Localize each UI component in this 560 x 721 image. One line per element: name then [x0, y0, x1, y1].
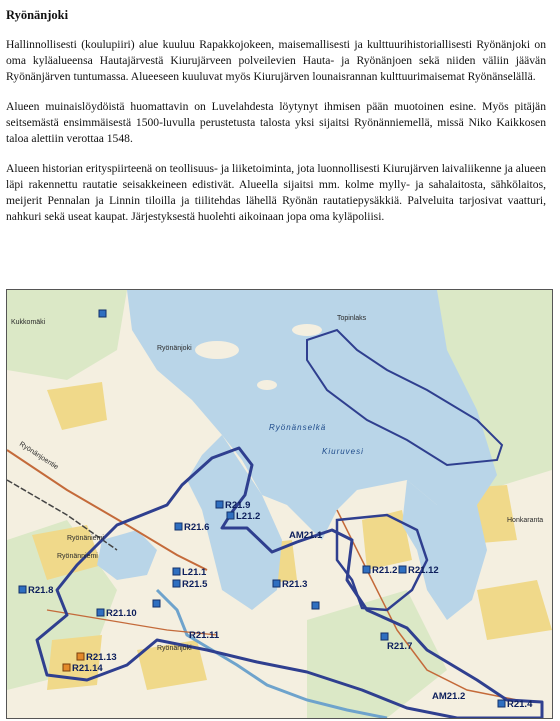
water-label-ryonanselka: Ryönänselkä: [269, 423, 327, 432]
document: [6, 8, 546, 239]
site-label: R21.2: [372, 565, 398, 576]
place-label: Ryönänjoki: [157, 645, 192, 652]
paragraph-2: Alueen muinaislöydöistä huomattavin on Luvelahdesta löytynyt ihmisen pään muotoinen esine. Myös pitäjän seitsemästä ensimmäisestä 1500-luvulla perustetusta talosta yksi sijaitsi Ryönänniemellä, missä Niko Kaikkosen taloa alettiin verottaa 1548.: [6, 100, 546, 145]
site-label: AM21.2: [432, 691, 466, 702]
island: [292, 324, 322, 336]
place-label: Ryönäniemi: [67, 535, 104, 542]
site-marker: [175, 523, 182, 530]
site-marker: [312, 602, 319, 609]
site-label: L21.1: [182, 567, 207, 578]
site-marker: [498, 700, 505, 707]
site-marker: [77, 653, 84, 660]
site-label: R21.7: [387, 641, 413, 652]
site-label: AM21.1: [289, 530, 323, 541]
site-label: R21.11: [189, 630, 220, 641]
place-label: Honkaranta: [507, 517, 544, 524]
site-label: R21.13: [86, 652, 117, 663]
island: [195, 341, 239, 359]
site-label: R21.12: [408, 565, 439, 576]
site-label: R21.5: [182, 579, 208, 590]
site-label: R21.4: [507, 699, 533, 710]
site-marker: [173, 568, 180, 575]
site-marker: [19, 586, 26, 593]
site-label: R21.8: [28, 585, 54, 596]
paragraph-3: Alueen historian erityspiirteenä on teollisuus- ja liiketoiminta, jota luonnollisesti Kiurujärven laivaliikenne ja alueen läpi rakennettu rautatie seisakkeineen edistivät. Alueella sijaitsi mm. kolme mylly- ja sahalaitosta, sähkölaitos, meijerit Pennalan ja Linnin tiloilla ja tiilitehdas lähellä Ryönän rautatiepysäkkiä. Palveluita tarjosivat vaatturi, nahkuri sekä useat kaupat. Järjestyksestä huolehti aikoinaan jopa oma kyläpoliisi.: [6, 162, 546, 223]
road-label: Ryönänjoentie: [17, 440, 60, 472]
site-marker: [216, 501, 223, 508]
place-label: Kukkomäki: [11, 319, 46, 326]
site-marker: [173, 580, 180, 587]
island: [257, 380, 277, 390]
site-marker: [381, 633, 388, 640]
site-marker: [99, 310, 106, 317]
site-label: R21.10: [106, 608, 137, 619]
site-label: R21.14: [72, 663, 103, 674]
map-svg: [7, 290, 552, 718]
site-marker: [273, 580, 280, 587]
paragraph-1: Hallinnollisesti (koulupiiri) alue kuuluu Rapakkojokeen, maisemallisesti ja kulttuurihistoriallisesti Ryönänjoki on oma kyläalueensa Hautajärvestä Kiurujärveen polveilevien Hauta- ja Ryönänjoen sekä niiden väliin jäävän Ryönänjärven tuntumassa. Alueeseen kuuluvat myös Kiurujärven lounaisrannan kulttuurimaisemat Ryönänselällä.: [6, 38, 546, 83]
site-label: L21.2: [236, 511, 261, 522]
site-marker: [63, 664, 70, 671]
place-label: Ryönänjoki: [157, 345, 192, 352]
water-label-kiuruvesi: Kiuruvesi: [322, 447, 364, 456]
site-marker: [153, 600, 160, 607]
site-label: R21.6: [184, 522, 210, 533]
site-marker: [97, 609, 104, 616]
page-title: Ryönänjoki: [6, 8, 69, 22]
place-label: Ryönänniemi: [57, 553, 98, 560]
site-marker: [227, 512, 234, 519]
site-marker: [399, 566, 406, 573]
area-map: [6, 289, 553, 719]
site-label: R21.9: [225, 500, 251, 511]
site-marker: [363, 566, 370, 573]
place-label: Topinlaks: [337, 315, 367, 322]
site-label: R21.3: [282, 579, 308, 590]
